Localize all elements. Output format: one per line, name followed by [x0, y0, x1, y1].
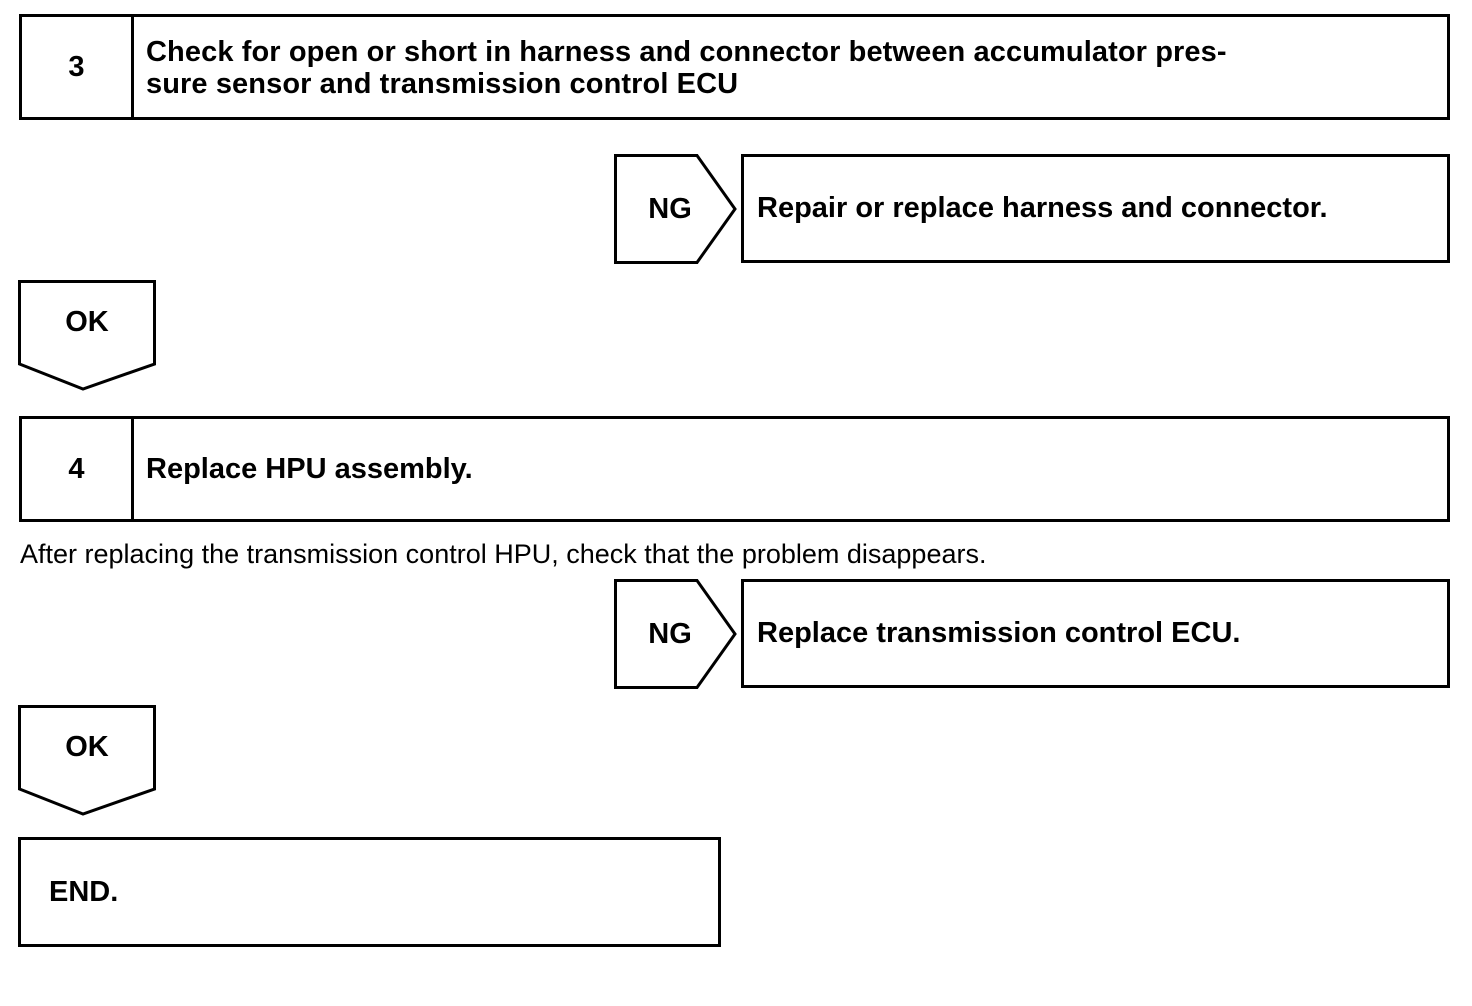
step-title-line-1: Check for open or short in harness and connector between accumulator pres-	[146, 36, 1227, 68]
step-note: After replacing the transmission control HPU, check that the problem disappears.	[20, 539, 987, 569]
end-box: END.	[18, 837, 721, 947]
step-3-box	[19, 14, 1450, 120]
ng-label: NG	[648, 617, 692, 650]
step-title-line-2: sure sensor and transmission control ECU	[146, 68, 739, 100]
ok-label: OK	[65, 730, 109, 763]
step-number: 3	[22, 17, 134, 117]
step-title	[134, 17, 1447, 117]
step-title: Replace HPU assembly.	[146, 453, 473, 485]
step-number: 4	[22, 419, 134, 519]
step-4-box	[19, 416, 1450, 522]
ng-result-box: Repair or replace harness and connector.	[741, 154, 1450, 263]
ok-label: OK	[65, 305, 109, 338]
ng-result-box: Replace transmission control ECU.	[741, 579, 1450, 688]
ng-label: NG	[648, 192, 692, 225]
